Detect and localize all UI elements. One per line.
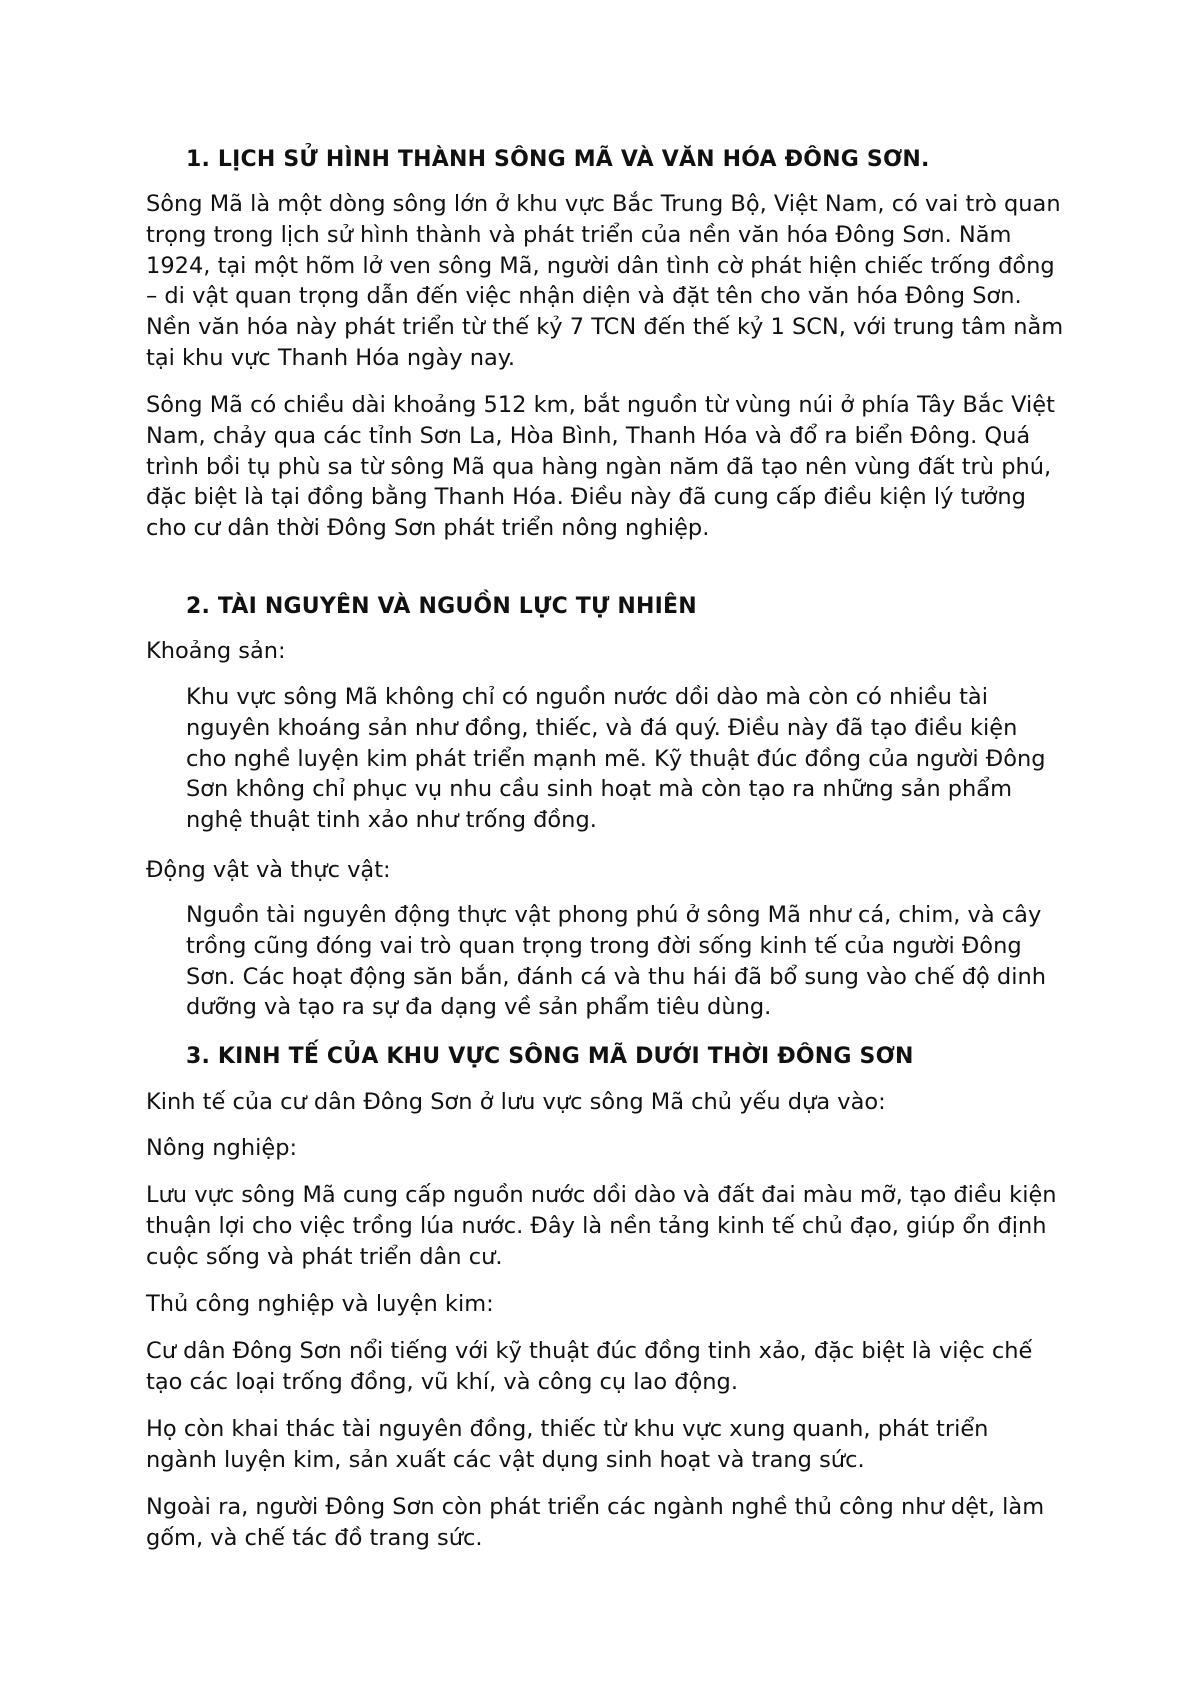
- section2-label-flora-fauna: Động vật và thực vật:: [146, 857, 391, 883]
- section2-heading: 2. TÀI NGUYÊN VÀ NGUỒN LỰC TỰ NHIÊN: [186, 594, 697, 619]
- section3-paragraph-agriculture: Lưu vực sông Mã cung cấp nguồn nước dồi dào và đất đai màu mỡ, tạo điều kiện thuận lợi cho việc trồng lúa nước. Đây là nền tảng kinh tế chủ đạo, giúp ổn định cuộc sống và phát triển dân cư.: [146, 1182, 1057, 1270]
- section3-intro: Kinh tế của cư dân Đông Sơn ở lưu vực sông Mã chủ yếu dựa vào:: [146, 1089, 886, 1115]
- section1-heading: 1. LỊCH SỬ HÌNH THÀNH SÔNG MÃ VÀ VĂN HÓA ĐÔNG SƠN.: [186, 147, 930, 172]
- section2-paragraph-flora-fauna: Nguồn tài nguyên động thực vật phong phú ở sông Mã như cá, chim, và cây trồng cũng đóng vai trò quan trọng trong đời sống kinh tế của người Đông Sơn. Các hoạt động săn bắn, đánh cá và thu hái đã bổ sung vào chế độ dinh dưỡng và tạo ra sự đa dạng về sản phẩm tiêu dùng.: [186, 902, 1046, 1021]
- section3-paragraph-handicraft-3: Ngoài ra, người Đông Sơn còn phát triển các ngành nghề thủ công như dệt, làm gốm, và chế tác đồ trang sức.: [146, 1494, 1045, 1551]
- section3-paragraph-handicraft-2: Họ còn khai thác tài nguyên đồng, thiếc từ khu vực xung quanh, phát triển ngành luyện kim, sản xuất các vật dụng sinh hoạt và trang sức.: [146, 1416, 989, 1473]
- section2-paragraph-minerals: Khu vực sông Mã không chỉ có nguồn nước dồi dào mà còn có nhiều tài nguyên khoáng sản như đồng, thiếc, và đá quý. Điều này đã tạo điều kiện cho nghề luyện kim phát triển mạnh mẽ. Kỹ thuật đúc đồng của người Đông Sơn không chỉ phục vụ nhu cầu sinh hoạt mà còn tạo ra những sản phẩm nghệ thuật tinh xảo như trống đồng.: [186, 684, 1046, 834]
- section3-paragraph-handicraft-1: Cư dân Đông Sơn nổi tiếng với kỹ thuật đúc đồng tinh xảo, đặc biệt là việc chế tạo các loại trống đồng, vũ khí, và công cụ lao động.: [146, 1338, 1033, 1395]
- section3-label-agriculture: Nông nghiệp:: [146, 1135, 298, 1161]
- section3-heading: 3. KINH TẾ CỦA KHU VỰC SÔNG MÃ DƯỚI THỜI ĐÔNG SƠN: [186, 1044, 914, 1069]
- section2-label-minerals: Khoảng sản:: [146, 638, 286, 664]
- section1-paragraph-2: Sông Mã có chiều dài khoảng 512 km, bắt nguồn từ vùng núi ở phía Tây Bắc Việt Nam, chảy qua các tỉnh Sơn La, Hòa Bình, Thanh Hóa và đổ ra biển Đông. Quá trình bồi tụ phù sa từ sông Mã qua hàng ngàn năm đã tạo nên vùng đất trù phú, đặc biệt là tại đồng bằng Thanh Hóa. Điều này đã cung cấp điều kiện lý tưởng cho cư dân thời Đông Sơn phát triển nông nghiệp.: [146, 392, 1055, 542]
- section3-label-handicraft: Thủ công nghiệp và luyện kim:: [146, 1291, 494, 1317]
- section1-paragraph-1: Sông Mã là một dòng sông lớn ở khu vực Bắc Trung Bộ, Việt Nam, có vai trò quan trọng trong lịch sử hình thành và phát triển của nền văn hóa Đông Sơn. Năm 1924, tại một hõm lở ven sông Mã, người dân tình cờ phát hiện chiếc trống đồng – di vật quan trọng dẫn đến việc nhận diện và đặt tên cho văn hóa Đông Sơn. Nền văn hóa này phát triển từ thế kỷ 7 TCN đến thế kỷ 1 SCN, với trung tâm nằm tại khu vực Thanh Hóa ngày nay.: [146, 191, 1064, 371]
